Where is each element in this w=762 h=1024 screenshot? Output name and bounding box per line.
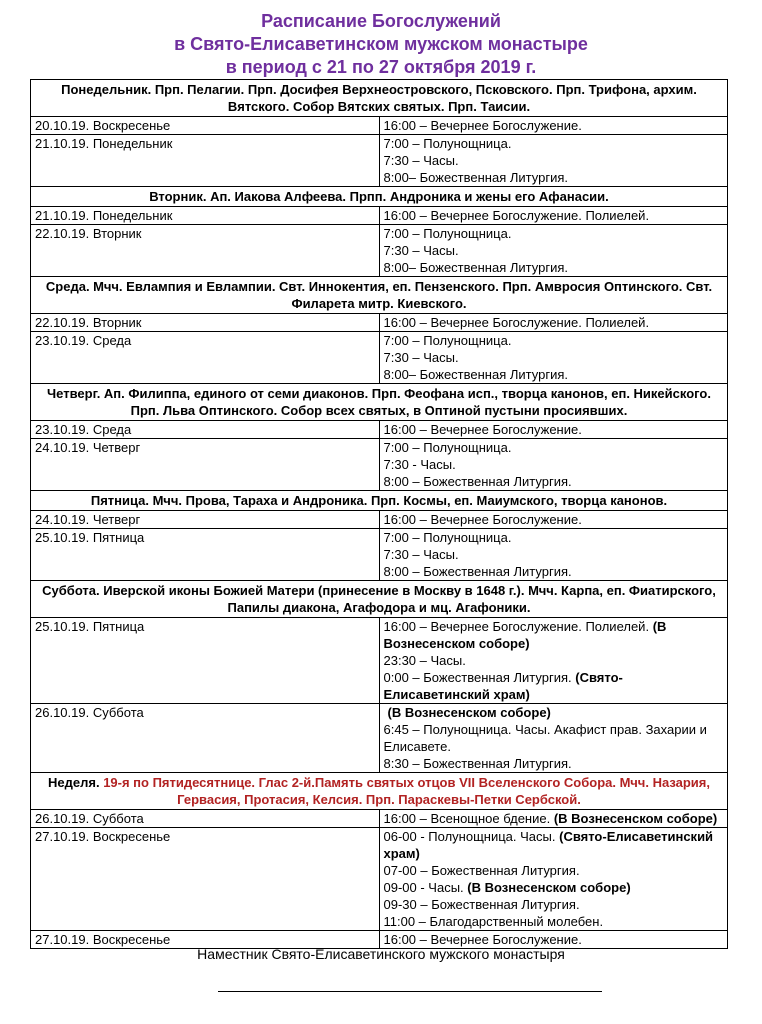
service-entry xyxy=(384,473,724,490)
service-row xyxy=(31,511,728,529)
day-header xyxy=(31,80,728,117)
day-header-row xyxy=(31,773,728,810)
service-list xyxy=(379,511,728,529)
service-entry xyxy=(384,913,724,930)
day-header-text: Суббота. Иверской иконы Божией Матери (принесение в Москву в 1648 г.). Мчч. Карпа, еп. Фиатирского, Папилы диакона, Агафодора и мц. Агафоники. xyxy=(42,583,716,615)
service-entry xyxy=(384,349,724,366)
service-time-text: 16:00 – Вечернее Богослужение. xyxy=(383,422,582,437)
schedule-body xyxy=(31,80,728,949)
service-row xyxy=(31,207,728,225)
service-date: 27.10.19. Воскресенье xyxy=(31,931,380,949)
service-list xyxy=(379,421,728,439)
signature-caption: Наместник Свято-Елисаветинского мужского монастыря xyxy=(197,946,565,962)
service-row xyxy=(31,421,728,439)
service-time-text: 16:00 – Вечернее Богослужение. Полиелей. xyxy=(383,208,650,223)
service-entry xyxy=(384,242,724,259)
service-location-note: (В Вознесенском соборе) xyxy=(467,880,631,895)
service-date: 22.10.19. Вторник xyxy=(31,314,380,332)
service-list xyxy=(379,314,728,332)
service-list xyxy=(379,225,728,277)
service-time-text: 09-00 - Часы. xyxy=(383,880,464,895)
service-date: 23.10.19. Среда xyxy=(31,332,380,384)
service-time-text: 11:00 – Благодарственный молебен. xyxy=(383,914,604,929)
service-time-text: 0:00 – Божественная Литургия. xyxy=(383,670,572,685)
day-header-row xyxy=(31,277,728,314)
service-entry xyxy=(384,314,724,331)
title-line-2: в Свято-Елисаветинском мужском монастыре xyxy=(174,34,588,54)
service-date: 26.10.19. Суббота xyxy=(31,810,380,828)
service-time-text: 16:00 – Всенощное бдение. xyxy=(383,811,551,826)
service-date: 23.10.19. Среда xyxy=(31,421,380,439)
service-time-text: 8:00 – Божественная Литургия. xyxy=(383,564,572,579)
service-entry xyxy=(384,332,724,349)
service-list xyxy=(379,810,728,828)
day-header-text: 19-я по Пятидесятнице. Глас 2-й.Память святых отцов VII Вселенского Собора. Мчч. Назария, Гервасия, Протасия, Келсия. Прп. Параскевы-Петки Сербской. xyxy=(103,775,710,807)
service-time-text: 7:00 – Полунощница. xyxy=(383,333,512,348)
day-header xyxy=(31,491,728,511)
service-time-text: 7:00 – Полунощница. xyxy=(383,530,512,545)
service-time-text: 8:00– Божественная Литургия. xyxy=(383,367,569,382)
day-header xyxy=(31,384,728,421)
service-time-text: 7:30 – Часы. xyxy=(383,243,459,258)
service-entry xyxy=(384,117,724,134)
service-list xyxy=(379,332,728,384)
service-date: 21.10.19. Понедельник xyxy=(31,207,380,225)
day-header-lead: Неделя. xyxy=(48,775,100,790)
service-list xyxy=(379,439,728,491)
day-header-text: Четверг. Ап. Филиппа, единого от семи диаконов. Прп. Феофана исп., творца канонов, еп. Никейского. Прп. Льва Оптинского. Собор всех святых, в Оптиной пустыни просиявших. xyxy=(47,386,711,418)
service-entry xyxy=(384,169,724,186)
service-row xyxy=(31,828,728,931)
service-time-text: 8:00 – Божественная Литургия. xyxy=(383,474,572,489)
service-time-text: 7:00 – Полунощница. xyxy=(383,226,512,241)
service-time-text: 16:00 – Вечернее Богослужение. xyxy=(383,512,582,527)
service-entry xyxy=(384,755,724,772)
day-header xyxy=(31,581,728,618)
service-entry xyxy=(384,456,724,473)
day-header-text: Вторник. Ап. Иакова Алфеева. Прпп. Андроника и жены его Афанасии. xyxy=(149,189,609,204)
service-entry xyxy=(384,721,724,755)
service-time-text: 8:00– Божественная Литургия. xyxy=(383,260,569,275)
service-time-text: 8:30 – Божественная Литургия. xyxy=(383,756,572,771)
service-time-text: 16:00 – Вечернее Богослужение. Полиелей. xyxy=(383,315,650,330)
service-date: 24.10.19. Четверг xyxy=(31,511,380,529)
service-location-note: (В Вознесенском соборе) xyxy=(387,705,551,720)
service-list xyxy=(379,828,728,931)
service-row xyxy=(31,439,728,491)
day-header-text: Среда. Мчч. Евлампия и Евлампии. Свт. Иннокентия, еп. Пензенского. Прп. Амвросия Оптинского. Свт. Филарета митр. Киевского. xyxy=(45,279,713,311)
service-location-note: (Свято-Елисаветинский храм) xyxy=(383,829,714,861)
document-title xyxy=(0,10,762,79)
day-header-row xyxy=(31,80,728,117)
service-time-text: 06-00 - Полунощница. Часы. xyxy=(383,829,556,844)
service-date: 25.10.19. Пятница xyxy=(31,618,380,704)
service-list xyxy=(379,529,728,581)
day-header xyxy=(31,773,728,810)
service-date: 20.10.19. Воскресенье xyxy=(31,117,380,135)
service-date: 24.10.19. Четверг xyxy=(31,439,380,491)
schedule-table xyxy=(30,79,728,949)
day-header-row xyxy=(31,581,728,618)
service-time-text: 09-30 – Божественная Литургия. xyxy=(383,897,580,912)
service-entry xyxy=(384,828,724,862)
service-row xyxy=(31,225,728,277)
title-line-1: Расписание Богослужений xyxy=(261,11,501,31)
service-entry xyxy=(384,135,724,152)
signature-line xyxy=(218,991,602,992)
service-date: 26.10.19. Суббота xyxy=(31,704,380,773)
title-line-3: в период с 21 по 27 октября 2019 г. xyxy=(225,57,537,77)
day-header xyxy=(31,187,728,207)
service-entry xyxy=(384,652,724,669)
service-list xyxy=(379,135,728,187)
service-date: 22.10.19. Вторник xyxy=(31,225,380,277)
service-entry xyxy=(384,618,724,652)
service-time-text: 16:00 – Вечернее Богослужение. xyxy=(383,118,582,133)
service-entry xyxy=(384,259,724,276)
service-entry xyxy=(384,563,724,580)
service-time-text: 7:30 – Часы. xyxy=(383,153,459,168)
service-entry xyxy=(384,511,724,528)
service-entry xyxy=(384,879,724,896)
service-time-text: 16:00 – Вечернее Богослужение. xyxy=(383,932,582,947)
service-entry xyxy=(384,529,724,546)
day-header-row xyxy=(31,187,728,207)
service-time-text: 6:45 – Полунощница. Часы. Акафист прав. Захарии и Елисавете. xyxy=(383,722,707,754)
service-time-text: 7:00 – Полунощница. xyxy=(383,440,512,455)
service-list xyxy=(379,618,728,704)
service-time-text: 7:30 - Часы. xyxy=(383,457,456,472)
service-time-text: 23:30 – Часы. xyxy=(383,653,466,668)
service-entry xyxy=(384,669,724,703)
service-entry xyxy=(384,421,724,438)
service-location-note: (В Вознесенском соборе) xyxy=(553,811,718,826)
service-time-text: 16:00 – Вечернее Богослужение. Полиелей. xyxy=(383,619,650,634)
day-header-text: Пятница. Мчч. Прова, Тараха и Андроника. Прп. Космы, еп. Маиумского, творца канонов. xyxy=(90,493,668,508)
service-time-text: 7:00 – Полунощница. xyxy=(383,136,512,151)
service-entry xyxy=(384,896,724,913)
service-entry xyxy=(384,546,724,563)
service-list xyxy=(379,704,728,773)
service-entry xyxy=(384,704,724,721)
service-row xyxy=(31,618,728,704)
service-row xyxy=(31,704,728,773)
service-row xyxy=(31,314,728,332)
service-row xyxy=(31,135,728,187)
service-entry xyxy=(384,366,724,383)
service-time-text: 8:00– Божественная Литургия. xyxy=(383,170,569,185)
service-row xyxy=(31,810,728,828)
service-list xyxy=(379,117,728,135)
service-entry xyxy=(384,152,724,169)
service-location-note: (Свято-Елисаветинский храм) xyxy=(383,670,623,702)
service-time-text: 7:30 – Часы. xyxy=(383,350,459,365)
service-location-note: (В Вознесенском соборе) xyxy=(383,619,667,651)
service-date: 27.10.19. Воскресенье xyxy=(31,828,380,931)
day-header-row xyxy=(31,491,728,511)
day-header-text: Понедельник. Прп. Пелагии. Прп. Досифея Верхнеостровского, Псковского. Прп. Трифона, архим. Вятского. Собор Вятских святых. Прп. Таисии. xyxy=(61,82,697,114)
service-row xyxy=(31,117,728,135)
service-date: 21.10.19. Понедельник xyxy=(31,135,380,187)
service-row xyxy=(31,332,728,384)
service-entry xyxy=(384,207,724,224)
service-time-text: 7:30 – Часы. xyxy=(383,547,459,562)
service-entry xyxy=(384,439,724,456)
service-entry xyxy=(384,862,724,879)
service-time-text: 07-00 – Божественная Литургия. xyxy=(383,863,580,878)
day-header-row xyxy=(31,384,728,421)
service-date: 25.10.19. Пятница xyxy=(31,529,380,581)
service-entry xyxy=(384,225,724,242)
day-header xyxy=(31,277,728,314)
service-row xyxy=(31,529,728,581)
service-entry xyxy=(384,810,724,827)
service-list xyxy=(379,207,728,225)
